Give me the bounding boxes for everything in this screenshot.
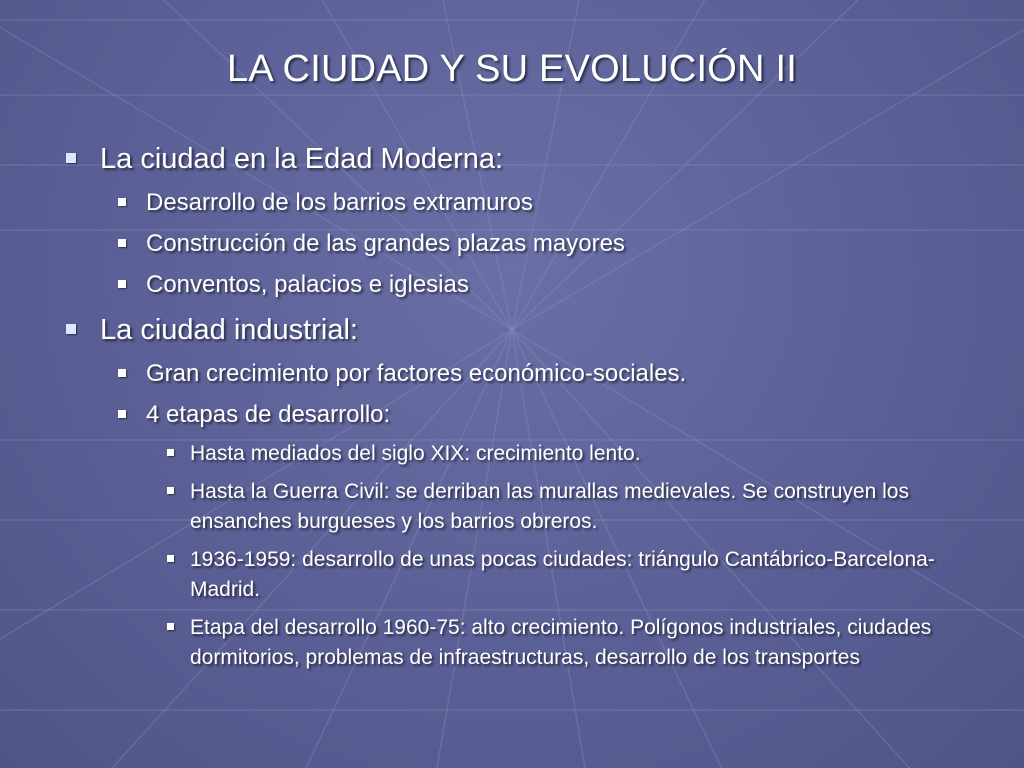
sub-bullet <box>60 268 960 301</box>
sub-bullet <box>60 227 960 260</box>
slide-content <box>60 136 960 673</box>
sub-bullet <box>60 398 960 431</box>
bullet-text: Hasta mediados del siglo XIX: crecimiento lento. <box>190 442 641 465</box>
square-bullet-icon <box>167 623 174 630</box>
square-bullet-icon <box>167 555 174 562</box>
sub-sub-bullet <box>60 545 960 605</box>
bullet-text: 1936-1959: desarrollo de unas pocas ciudades: triángulo Cantábrico-Barcelona-Madrid. <box>190 548 935 601</box>
square-bullet-icon <box>118 410 126 418</box>
bullet-text: Conventos, palacios e iglesias <box>146 271 469 298</box>
bullet-text: Gran crecimiento por factores económico-sociales. <box>146 360 687 387</box>
square-bullet-icon <box>118 280 126 288</box>
square-bullet-icon <box>118 239 126 247</box>
bullet-text: La ciudad industrial: <box>100 314 358 346</box>
sub-bullet <box>60 357 960 390</box>
bullet-ciudad-industrial <box>60 311 960 349</box>
slide-title: LA CIUDAD Y SU EVOLUCIÓN II <box>227 48 797 90</box>
bullet-text: La ciudad en la Edad Moderna: <box>100 143 504 175</box>
bullet-text: 4 etapas de desarrollo: <box>146 401 391 428</box>
bullet-edad-moderna <box>60 140 960 178</box>
sub-sub-bullet <box>60 613 960 673</box>
sub-sub-bullet <box>60 439 960 469</box>
sub-bullet <box>60 186 960 219</box>
sub-sub-bullet <box>60 477 960 537</box>
square-bullet-icon <box>66 324 76 334</box>
bullet-text: Hasta la Guerra Civil: se derriban las murallas medievales. Se construyen los ensanches burgueses y los barrios obreros. <box>190 480 909 533</box>
square-bullet-icon <box>167 487 174 494</box>
square-bullet-icon <box>167 449 174 456</box>
bullet-text: Construcción de las grandes plazas mayores <box>146 230 625 257</box>
square-bullet-icon <box>118 369 126 377</box>
bullet-text: Etapa del desarrollo 1960-75: alto crecimiento. Polígonos industriales, ciudades dormitorios, problemas de infraestructuras, desarrollo de los transportes <box>190 616 932 669</box>
square-bullet-icon <box>66 153 76 163</box>
square-bullet-icon <box>118 198 126 206</box>
bullet-text: Desarrollo de los barrios extramuros <box>146 189 533 216</box>
